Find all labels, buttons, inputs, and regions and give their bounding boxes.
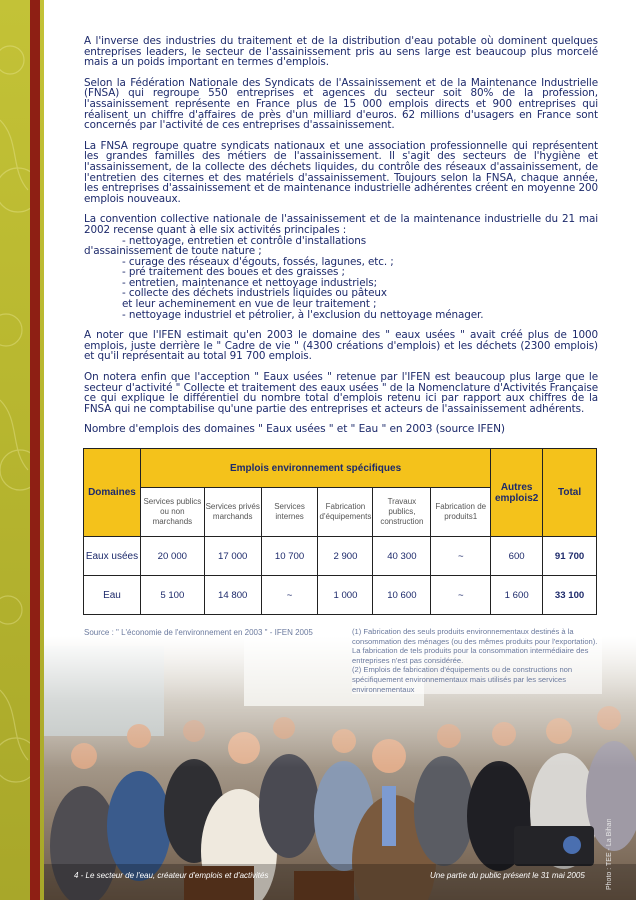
article-body: [84, 36, 598, 445]
table-cell: ~: [431, 576, 491, 615]
table-cell: 40 300: [373, 537, 431, 576]
photo-caption: Une partie du public présent le 31 mai 2005: [430, 871, 585, 880]
list-item: - curage des réseaux d'égouts, fossés, lagunes, etc. ;: [122, 255, 394, 268]
header-total: Total: [543, 449, 597, 537]
subheader-services-publics: Services publics ou non marchands: [140, 488, 204, 537]
table-cell-total: 91 700: [543, 537, 597, 576]
table-cell: 20 000: [140, 537, 204, 576]
table-footnotes: [352, 627, 602, 694]
subheader-services-prives: Services privés marchands: [204, 488, 261, 537]
table-cell: ~: [261, 576, 318, 615]
table-cell: 14 800: [204, 576, 261, 615]
side-ornament: [0, 0, 30, 900]
table-cell: 17 000: [204, 537, 261, 576]
list-item: - pré traitement des boues et des graisses ;: [122, 266, 345, 279]
header-domaines: Domaines: [84, 449, 141, 537]
table-cell: 2 900: [318, 537, 373, 576]
list-item: et leur acheminement en vue de leur traitement ;: [122, 298, 377, 311]
list-item: - nettoyage, entretien et contrôle d'installations: [122, 234, 367, 247]
table-row: [84, 537, 597, 576]
activities-list: [84, 214, 598, 320]
footnote: (1) Fabrication des seuls produits environnementaux destinés à la consommation des ménages (ou des mêmes produits pour l'exportation). La fabrication de tels produits pour la consommation intermédiaire des entreprises n'est pas considérée.: [352, 627, 598, 665]
subheader-services-internes: Services internes: [261, 488, 318, 537]
table-cell: 10 600: [373, 576, 431, 615]
header-emplois-specifiques: Emplois environnement spécifiques: [140, 449, 490, 488]
table-source: Source : " L'économie de l'environnement en 2003 " - IFEN 2005: [84, 628, 313, 637]
row-label: Eaux usées: [84, 537, 141, 576]
table-cell: 5 100: [140, 576, 204, 615]
header-autres-emplois: Autres emplois2: [491, 449, 543, 537]
activities-intro: La convention collective nationale de l'assainissement et de la maintenance industrielle du 21 mai 2002 recense quant à elle six activités principales :: [84, 213, 598, 236]
paragraph-families: La FNSA regroupe quatre syndicats nationaux et une association professionnelle qui représentent les grandes familles des métiers de l'assainissement. Il s'agit des secteurs de l'hygiène et l'assainissement, de la collecte des déchets liquides, du contrôle des réseaux d'assainissement, de l'entretien des citernes et des matériels d'assainissement. Toujours selon la FNSA, chaque année, les entreprises d'assainissement et de maintenance industrielle adhérentes créent en moyenne 200 emplois nouveaux.: [84, 139, 598, 205]
paragraph-ifen: A noter que l'IFEN estimait qu'en 2003 le domaine des " eaux usées " avait créé plus de 1000 emplois, juste derrière le " Cadre de vie " (4300 créations d'emplois) et les déchets (2300 emplois) et qu'il représentait au total 91 700 emplois.: [84, 329, 598, 363]
table-cell: 10 700: [261, 537, 318, 576]
list-item: - entretien, maintenance et nettoyage industriels;: [122, 276, 378, 289]
subheader-travaux-publics: Travaux publics, construction: [373, 488, 431, 537]
side-strip: [0, 0, 44, 900]
subheader-fabrication-produits: Fabrication de produits1: [431, 488, 491, 537]
footer-page-label: 4 - Le secteur de l'eau, créateur d'emplois et d'activités: [74, 871, 269, 880]
paragraph-fnsa: Selon la Fédération Nationale des Syndicats de l'Assainissement et de la Maintenance Industrielle (FNSA) qui regroupe 550 entreprises et agences du secteur soit 80% de la profession, l'assainissement représente en France plus de 15 000 emplois directs et 900 entreprises qui réalisent un chiffre d'affaires de près d'un milliard d'euros. 62 millions d'usagers en France sont concernés par l'activité de ces entreprises d'assainissement.: [84, 76, 598, 132]
footnote: (2) Emplois de fabrication d'équipements ou de constructions non spécifiquement environnementaux mais utilisés par les services environnementaux: [352, 665, 573, 694]
table-cell-total: 33 100: [543, 576, 597, 615]
subheader-fabrication-equipements: Fabrication d'équipements: [318, 488, 373, 537]
paragraph-acception: On notera enfin que l'acception " Eaux usées " retenue par l'IFEN est beaucoup plus large que le secteur d'activité " Collecte et traitement des eaux usées " de la Nomenclature d'Activités Française ce qui explique le différentiel du nombre total d'emplois retenu ici par rapport aux chiffres de la FNSA qui ne comptabilise qu'une partie des entreprises et acteurs de l'assainissement adhérents.: [84, 371, 598, 415]
table-cell: 1 000: [318, 576, 373, 615]
photo-credit: Photo : TEE - La Bihan: [606, 818, 613, 890]
list-item: - nettoyage industriel et pétrolier, à l'exclusion du nettoyage ménager.: [122, 308, 484, 321]
list-item: d'assainissement de toute nature ;: [84, 245, 262, 258]
table-cell: 600: [491, 537, 543, 576]
table-row: [84, 576, 597, 615]
row-label: Eau: [84, 576, 141, 615]
employment-table: [83, 448, 597, 615]
table-cell: ~: [431, 537, 491, 576]
table-title: Nombre d'emplois des domaines " Eaux usées " et " Eau " en 2003 (source IFEN): [84, 423, 505, 436]
paragraph-intro: A l'inverse des industries du traitement et de la distribution d'eau potable où dominent quelques entreprises leaders, le secteur de l'assainissement pris au sens large est beaucoup plus morcelé mais a un poids important en termes d'emplois.: [84, 35, 598, 69]
list-item: - collecte des déchets industriels liquides ou pâteux: [122, 287, 387, 300]
table-cell: 1 600: [491, 576, 543, 615]
